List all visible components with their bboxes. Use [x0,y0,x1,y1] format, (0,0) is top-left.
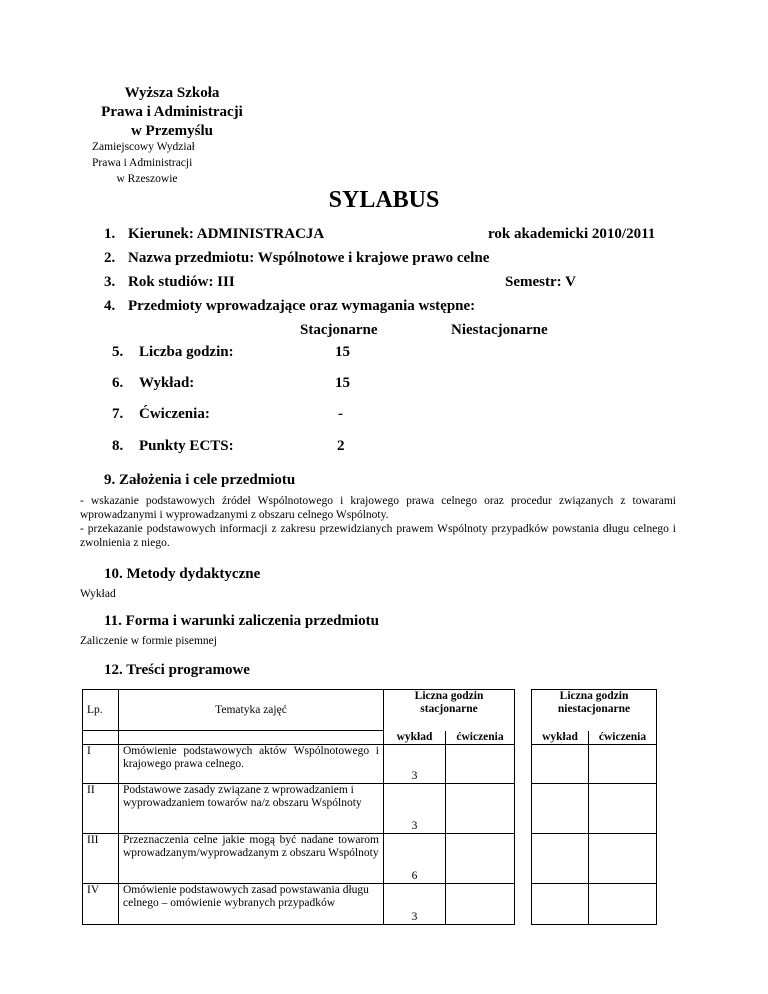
item-number: 1. [104,226,116,242]
row-lecture-hours [532,744,589,783]
academic-year: rok akademicki 2010/2011 [488,226,656,242]
goals-text-2: - przekazanie podstawowych informacji z zakresu przewidzianych prawem Wspólnoty przypadków powstania długu celnego i zwolnienia z niego. [80,523,676,549]
institution-line: w Przemyślu [130,123,214,139]
row-lecture-hours [532,783,589,833]
hours-value: 2 [337,438,345,454]
table-spacer [515,883,532,924]
mode-nonstationary: Niestacjonarne [451,322,548,338]
item-label: Punkty ECTS: [139,438,234,454]
row-lecture-hours [532,883,589,924]
row-topic: Przeznaczenia celne jakie mogą być nadane towarom wprowadzanym/wyprowadzanym z obszaru Wspólnoty [119,833,384,883]
hours-value: 15 [335,375,350,391]
item-number: 2. [104,250,116,266]
header-nonstationary: Liczna godzin niestacjonarne [532,690,657,731]
department-name [92,139,202,187]
hours-row [112,406,210,423]
section-heading-program: 12. Treści programowe [104,662,250,678]
row-lp: I [83,744,119,783]
document-title: SYLABUS [328,187,440,213]
field-subject-name [104,250,489,267]
row-lecture-hours: 3 [384,744,446,783]
row-lecture-hours: 3 [384,783,446,833]
department-line: Zamiejscowy Wydział [92,141,195,153]
table-header-row [83,690,657,731]
row-lecture-hours: 3 [384,883,446,924]
assessment-text: Zaliczenie w formie pisemnej [80,635,217,647]
row-topic: Omówienie podstawowych aktów Wspólnotowego i krajowego prawa celnego. [119,744,384,783]
item-number: 6. [112,375,124,391]
hours-value: 15 [335,344,350,360]
item-label: Wykład: [139,375,195,391]
table-cell [83,731,119,745]
field-direction [104,226,324,243]
department-line: Prawa i Administracji [92,157,193,169]
subheader-exercise: ćwiczenia [446,731,515,745]
hours-row [112,375,194,392]
table-spacer [515,731,532,745]
row-exercise-hours [589,744,657,783]
section-heading-goals: 9. Założenia i cele przedmiotu [104,472,296,488]
item-label: Rok studiów: III [128,274,235,290]
row-lecture-hours [532,833,589,883]
item-label: Ćwiczenia: [139,406,210,422]
item-number: 5. [112,344,124,360]
subheader-lecture: wykład [532,731,589,745]
section-heading-methods: 10. Metody dydaktyczne [104,566,261,582]
table-subheader-row [83,731,657,745]
goals-text-1: - wskazanie podstawowych źródeł Wspólnotowego i krajowego prawa celnego oraz procedur związanych z towarami wprowadzanymi i wyprowadzanymi z obszaru celnego Wspólnoty. [80,495,676,521]
row-lp: III [83,833,119,883]
table-row [83,744,657,783]
row-lp: IV [83,883,119,924]
table-spacer [515,783,532,833]
header-lp: Lp. [83,690,119,731]
institution-line: Prawa i Administracji [101,104,243,120]
institution-name [92,84,252,141]
row-lp: II [83,783,119,833]
row-lecture-hours: 6 [384,833,446,883]
item-number: 3. [104,274,116,290]
methods-text: Wykład [80,588,116,600]
row-exercise-hours [446,744,515,783]
item-label: Nazwa przedmiotu: Wspólnotowe i krajowe prawo celne [128,250,490,266]
institution-line: Wyższa Szkoła [124,85,220,101]
section-heading-assessment: 11. Forma i warunki zaliczenia przedmiotu [104,613,379,629]
field-prerequisites [104,298,475,315]
row-exercise-hours [446,883,515,924]
table-row [83,783,657,833]
row-exercise-hours [589,833,657,883]
hours-value: - [338,406,343,422]
table-spacer [515,690,532,731]
table-row [83,883,657,924]
hours-row [112,344,234,361]
semester: Semestr: V [505,274,576,290]
item-label: Kierunek: ADMINISTRACJA [128,226,325,242]
row-topic: Podstawowe zasady związane z wprowadzaniem i wyprowadzaniem towarów na/z obszaru Wspólnoty [119,783,384,833]
item-number: 8. [112,438,124,454]
row-exercise-hours [589,883,657,924]
row-exercise-hours [589,783,657,833]
program-table [82,689,657,925]
row-exercise-hours [446,783,515,833]
item-label: Przedmioty wprowadzające oraz wymagania wstępne: [128,298,476,314]
header-stationary: Liczna godzin stacjonarne [384,690,515,731]
subheader-exercise: ćwiczenia [589,731,657,745]
field-year [104,274,235,291]
table-cell [119,731,384,745]
table-spacer [515,744,532,783]
table-spacer [515,833,532,883]
row-exercise-hours [446,833,515,883]
table-row [83,833,657,883]
header-topic: Tematyka zajęć [119,690,384,731]
item-label: Liczba godzin: [139,344,234,360]
item-number: 4. [104,298,116,314]
row-topic: Omówienie podstawowych zasad powstawania długu celnego – omówienie wybranych przypadków [119,883,384,924]
subheader-lecture: wykład [384,731,446,745]
item-number: 7. [112,406,124,422]
hours-row [112,438,234,455]
department-line: w Rzeszowie [116,173,178,185]
mode-stationary: Stacjonarne [300,322,378,338]
